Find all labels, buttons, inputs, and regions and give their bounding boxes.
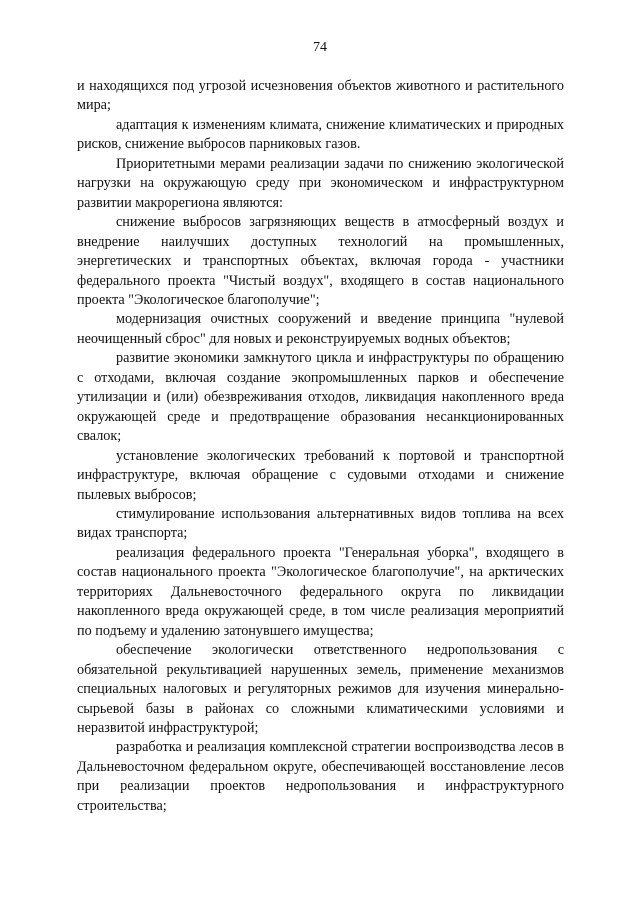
paragraph: и находящихся под угрозой исчезновения объектов животного и растительного мира; (77, 78, 564, 114)
paragraph: разработка и реализация комплексной стратегии воспроизводства лесов в Дальневосточном федеральном округе, обеспечивающей восстановление лесов при реализации проектов недропользования и инфраструктурного строительства; (77, 739, 564, 814)
paragraph: установление экологических требований к портовой и транспортной инфраструктуре, включая обращение с судовыми отходами и снижение пылевых выбросов; (77, 447, 564, 503)
paragraph: снижение выбросов загрязняющих веществ в атмосферный воздух и внедрение наилучших доступных технологий на промышленных, энергетических и транспортных объектах, включая города - участники федерального проекта "Чистый воздух", входящего в состав национального проекта "Экологическое благополучие"; (77, 214, 564, 308)
paragraph: обеспечение экологически ответственного недропользования с обязательной рекультивацией нарушенных земель, применение механизмов специальных налоговых и регуляторных режимов для изучения минерально-сырьевой базы в районах со сложными климатическими условиями и неразвитой инфраструктурой; (77, 642, 564, 736)
paragraph: реализация федерального проекта "Генеральная уборка", входящего в состав национального проекта "Экологическое благополучие", на арктических территориях Дальневосточного федерального округа по ликвидации накопленного вреда окружающей среде, в том числе реализация мероприятий по подъему и удалению затонувшего имущества; (77, 544, 564, 639)
paragraph: модернизация очистных сооружений и введение принципа "нулевой неочищенный сброс" для новых и реконструируемых водных объектов; (77, 311, 564, 347)
page-number: 74 (313, 40, 327, 55)
paragraph: адаптация к изменениям климата, снижение климатических и природных рисков, снижение выбросов парниковых газов. (77, 116, 564, 153)
paragraph: стимулирование использования альтернативных видов топлива на всех видах транспорта; (77, 505, 564, 542)
paragraph: Приоритетными мерами реализации задачи по снижению экологической нагрузки на окружающую среду при экономическом и инфраструктурном развитии макрорегиона являются: (77, 155, 564, 211)
document-body (77, 77, 564, 816)
paragraph: развитие экономики замкнутого цикла и инфраструктуры по обращению с отходами, включая создание экопромышленных парков и обеспечение утилизации и (или) обезвреживания отходов, ликвидация накопленного вреда окружающей среде и предотвращение образования несанкционированных свалок; (77, 350, 564, 445)
